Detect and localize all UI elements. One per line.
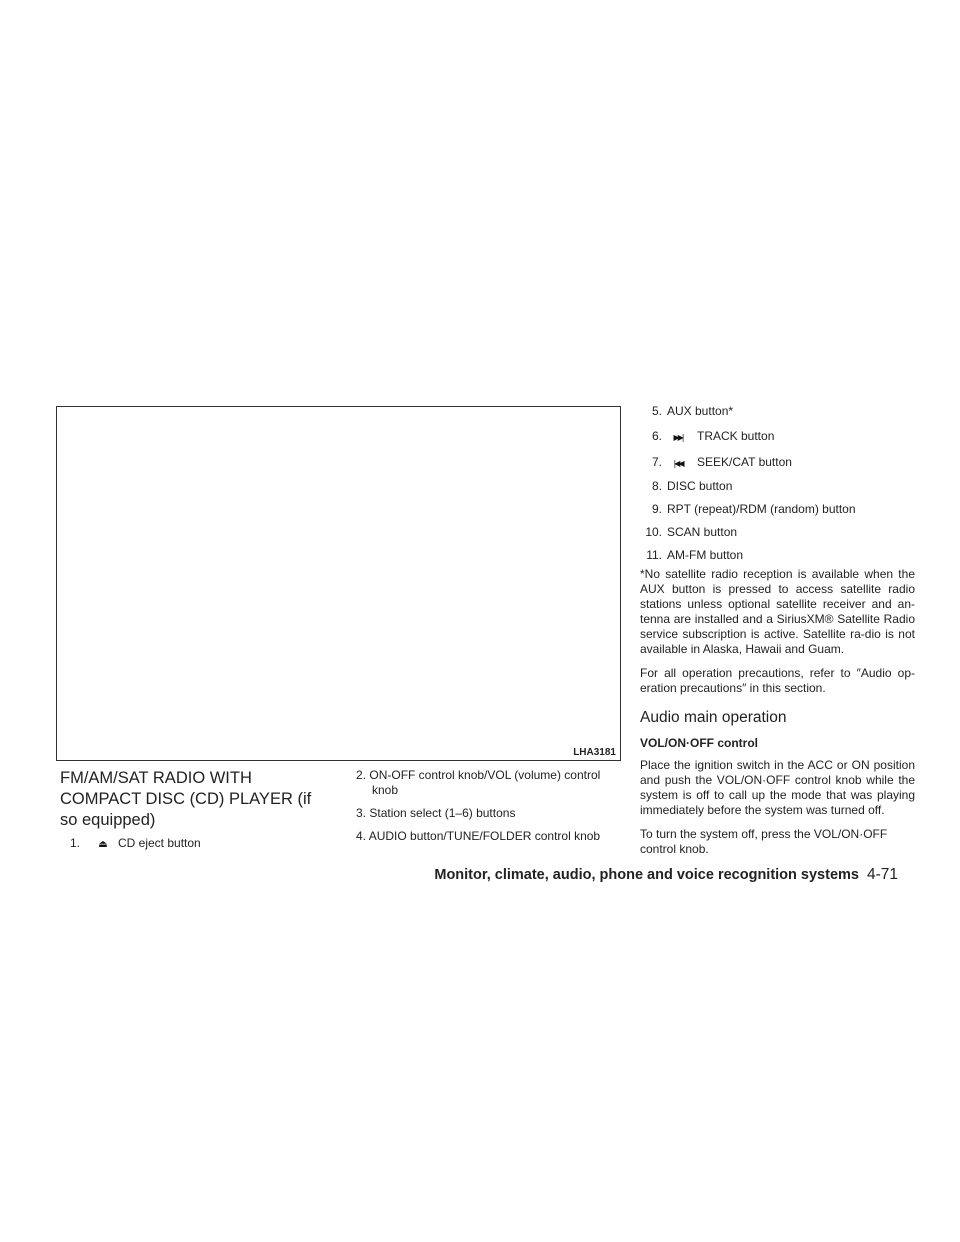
item-label: AM-FM button bbox=[667, 548, 744, 562]
item-label: SEEK/CAT button bbox=[697, 455, 792, 469]
eject-icon: ⏏ bbox=[98, 839, 108, 850]
item-number: 8. bbox=[651, 479, 662, 493]
item-label: DISC button bbox=[667, 479, 733, 493]
vol-control-heading: VOL/ON·OFF control bbox=[640, 736, 758, 750]
figure-frame bbox=[56, 406, 621, 761]
item-number: 10. bbox=[645, 525, 662, 539]
skip-back-icon: |◀◀ bbox=[673, 459, 683, 468]
satellite-note: *No satellite radio reception is available when the AUX button is pressed to access satellite radio stations unless optional satellite receiver and an-tenna are installed and a SiriusXM® Satellite Radio service subscription is active. Satellite ra-dio is not available in Alaska, Hawaii and Guam. bbox=[640, 567, 915, 656]
item-number: 9. bbox=[651, 502, 662, 516]
item-number: 2. bbox=[356, 768, 367, 782]
page-number: 4-71 bbox=[866, 866, 898, 883]
audio-main-heading: Audio main operation bbox=[640, 709, 787, 726]
item-label: SCAN button bbox=[667, 525, 738, 539]
list-item bbox=[640, 429, 915, 445]
list-item bbox=[640, 479, 915, 494]
item-label: Station select (1–6) buttons bbox=[369, 806, 516, 820]
list-item bbox=[640, 548, 915, 563]
column-middle bbox=[356, 768, 624, 852]
item-label: TRACK button bbox=[697, 429, 775, 443]
vol-paragraph-1: Place the ignition switch in the ACC or ON position and push the VOL/ON·OFF control knob while the system is off to call up the mode that was playing immediately before the system was turned off. bbox=[640, 758, 915, 817]
list-item bbox=[60, 836, 325, 852]
column-left bbox=[60, 836, 325, 860]
item-label: CD eject button bbox=[118, 836, 201, 850]
figure-code: LHA3181 bbox=[573, 747, 616, 758]
list-item bbox=[640, 502, 915, 517]
precautions-note: For all operation precautions, refer to ″Audio op-eration precautions″ in this section. bbox=[640, 666, 915, 695]
item-label: RPT (repeat)/RDM (random) button bbox=[667, 502, 856, 516]
item-number: 3. bbox=[356, 806, 367, 820]
item-number: 4. bbox=[356, 829, 367, 843]
item-label: AUX button* bbox=[667, 404, 734, 418]
item-number: 6. bbox=[651, 429, 662, 443]
column-right bbox=[640, 404, 915, 866]
item-number: 1. bbox=[69, 836, 80, 850]
item-label: AUDIO button/TUNE/FOLDER control knob bbox=[368, 829, 601, 843]
chapter-title: Monitor, climate, audio, phone and voice recognition systems bbox=[434, 867, 859, 883]
list-item bbox=[640, 525, 915, 540]
item-number: 5. bbox=[651, 404, 662, 418]
section-title: FM/AM/SAT RADIO WITH COMPACT DISC (CD) PLAYER (if so equipped) bbox=[60, 769, 312, 829]
item-number: 11. bbox=[646, 548, 662, 562]
item-label: ON-OFF control knob/VOL (volume) control knob bbox=[369, 768, 601, 797]
list-item bbox=[356, 806, 624, 821]
list-item bbox=[356, 829, 624, 844]
skip-forward-icon: ▶▶| bbox=[673, 433, 683, 442]
list-item bbox=[640, 404, 915, 419]
list-item bbox=[640, 455, 915, 471]
item-number: 7. bbox=[651, 455, 662, 469]
vol-paragraph-2: To turn the system off, press the VOL/ON·OFF control knob. bbox=[640, 827, 888, 856]
list-item bbox=[356, 768, 624, 798]
page-footer bbox=[434, 866, 898, 884]
